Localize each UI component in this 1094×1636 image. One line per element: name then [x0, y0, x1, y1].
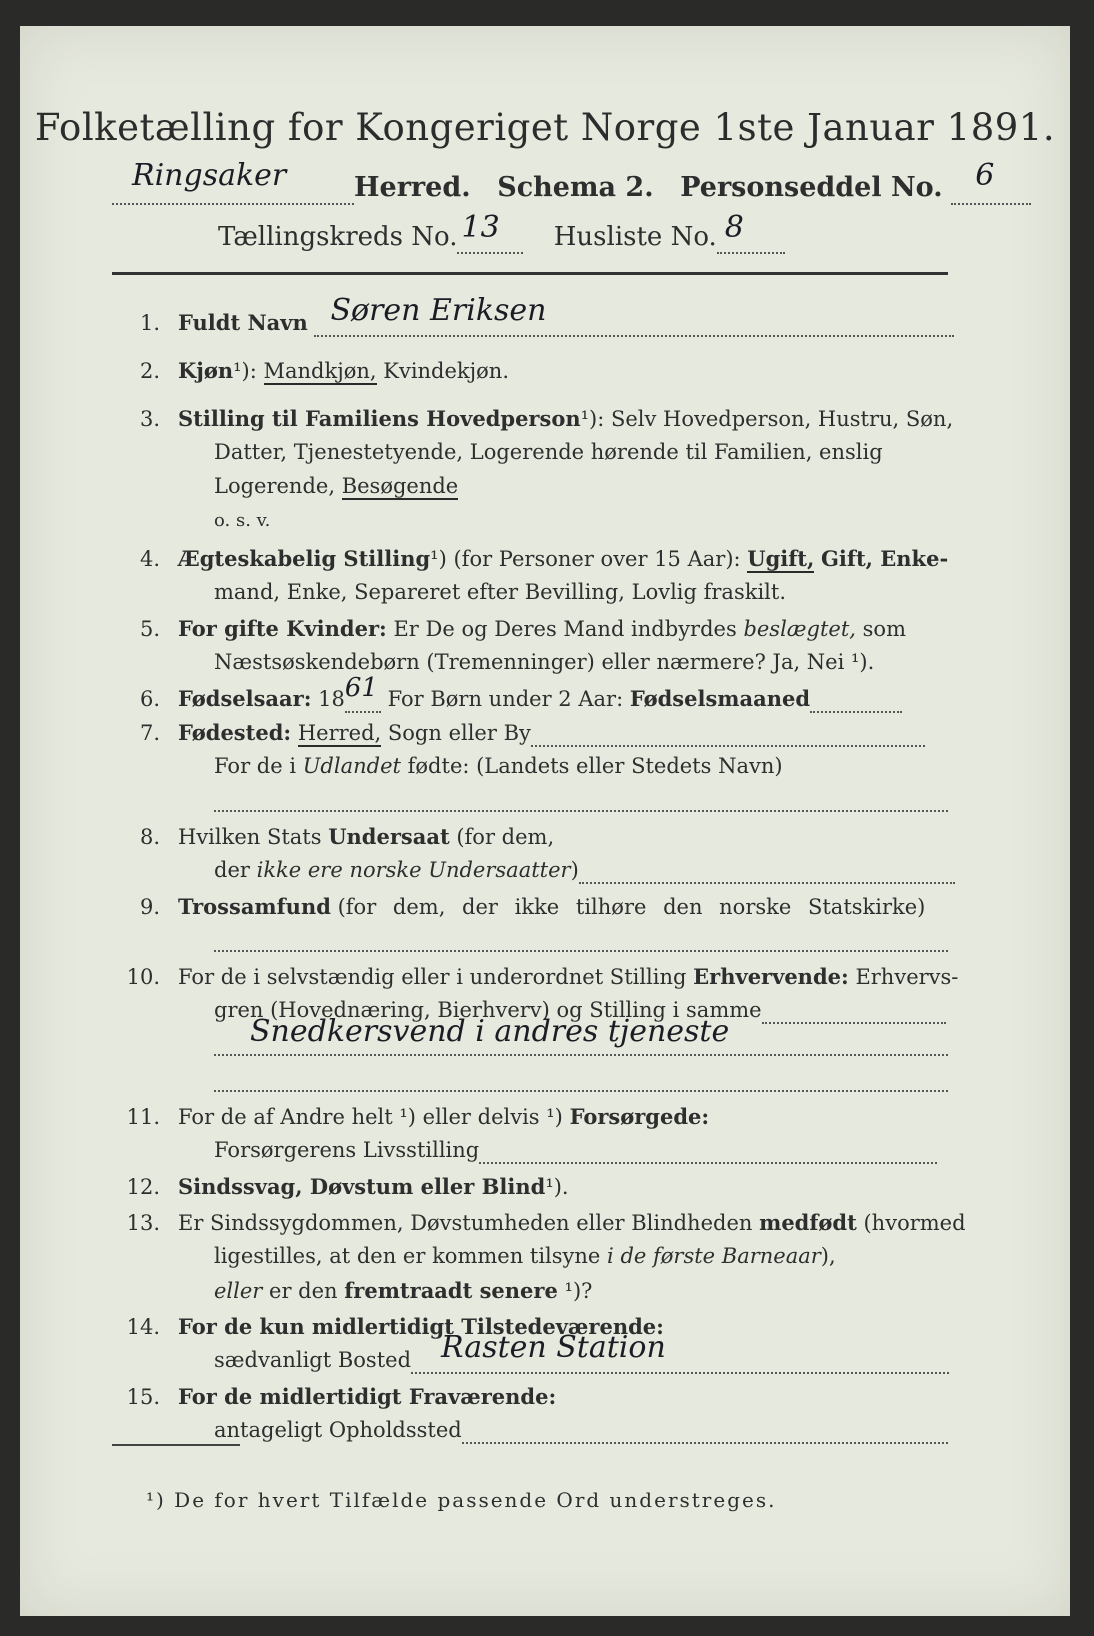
item-11-line-2: Forsørgerens Livsstilling: [214, 1138, 937, 1164]
q2-label: Kjøn: [178, 358, 234, 383]
item-9-blank-line: [214, 926, 948, 952]
q1-label: Fuldt Navn: [178, 310, 308, 335]
q14-label: For de kun midlertidigt Tilstedeværende:: [178, 1314, 664, 1339]
q7-option-herred: Herred,: [297, 721, 382, 745]
q7-label: Fødested:: [178, 720, 292, 745]
item-5-line-2: Næstsøskendebørn (Tremenninger) eller nærmere? Ja, Nei ¹).: [214, 650, 875, 674]
item-4: 4. Ægteskabelig Stilling¹) (for Personer over 15 Aar): Ugift, Gift, Enke-: [139, 546, 949, 571]
q6-label: Fødselsaar:: [178, 686, 312, 711]
husliste-number: 8: [724, 210, 744, 245]
q15-label: For de midlertidigt Fraværende:: [178, 1384, 557, 1409]
item-4-line-2: mand, Enke, Separeret efter Bevilling, Lovlig fraskilt.: [214, 580, 787, 604]
q2-option-kvindekjon: Kvindekjøn.: [383, 359, 510, 383]
footnote: ¹) De for hvert Tilfælde passende Ord understreges.: [146, 1488, 777, 1512]
q4-option-ugift: Ugift,: [747, 546, 815, 571]
q5-label: For gifte Kvinder:: [178, 616, 387, 641]
item-14: 14. For de kun midlertidigt Tilstedeværende:: [126, 1314, 664, 1339]
item-8: 8. Hvilken Stats Undersaat (for dem,: [139, 824, 555, 849]
item-10-line-2: gren (Hovednæring, Bierhverv) og Stilling i samme: [214, 998, 946, 1024]
item-15: 15. For de midlertidigt Fraværende:: [126, 1384, 557, 1409]
item-7-line-2: For de i Udlandet fødte: (Landets eller Stedets Navn): [214, 754, 783, 778]
item-12: 12. Sindssvag, Døvstum eller Blind¹).: [126, 1174, 569, 1199]
q1-answer-name: Søren Eriksen: [330, 293, 547, 328]
header-rule: [112, 272, 948, 275]
herred-name: Ringsaker: [132, 158, 287, 193]
item-13: 13. Er Sindssygdommen, Døvstumheden eller Blindheden medfødt (hvormed: [126, 1210, 966, 1235]
kreds-label: Tællingskreds No.: [218, 222, 458, 252]
item-11: 11. For de af Andre helt ¹) eller delvis ¹) Forsørgede:: [126, 1104, 710, 1129]
q2-option-mandkjon: Mandkjøn,: [263, 359, 377, 383]
item-7-blank-line: [214, 786, 948, 812]
q3-option-besogende: Besøgende: [341, 474, 459, 498]
item-15-line-2: antageligt Opholdssted: [214, 1418, 948, 1444]
item-10-answer-line: [214, 1014, 948, 1056]
q8-label: Undersaat: [328, 824, 450, 849]
item-13-line-3: eller er den fremtraadt senere ¹)?: [214, 1278, 593, 1303]
kreds-number: 13: [461, 210, 500, 245]
item-13-line-2: ligestilles, at den er kommen tilsyne i de første Barneaar),: [214, 1244, 836, 1268]
kreds-line: [218, 210, 785, 254]
item-2: 2. Kjøn¹): Mandkjøn, Kvindekjøn.: [139, 358, 510, 383]
q11-label: Forsørgede:: [569, 1104, 710, 1129]
q3-label: Stilling til Familiens Hovedperson: [178, 406, 581, 431]
q9-label: Trossamfund: [178, 894, 331, 919]
schema-label: Schema 2.: [497, 172, 654, 203]
q6-birth-year: 61: [344, 673, 378, 703]
q12-label: Sindssvag, Døvstum eller Blind: [178, 1174, 546, 1199]
census-form-sheet: [20, 26, 1070, 1616]
personseddel-number: 6: [975, 158, 995, 193]
item-8-line-2: der ikke ere norske Undersaatter): [214, 858, 955, 884]
form-title: Folketælling for Kongeriget Norge 1ste Januar 1891.: [34, 106, 1056, 149]
q13-label: medfødt: [759, 1210, 857, 1235]
item-3-line-4: o. s. v.: [214, 510, 271, 531]
item-9: 9. Trossamfund (for dem, der ikke tilhøre den norske Statskirke): [139, 894, 926, 919]
item-14-line-2: sædvanligt Bosted Rasten Station: [214, 1348, 949, 1374]
q4-label: Ægteskabelig Stilling: [178, 546, 431, 571]
item-3: 3. Stilling til Familiens Hovedperson¹): Selv Hovedperson, Hustru, Søn,: [139, 406, 954, 431]
item-1: 1. Fuldt Navn Søren Eriksen: [112, 310, 954, 337]
q14-answer-bosted: Rasten Station: [441, 1330, 666, 1365]
herred-label: Herred.: [354, 172, 471, 203]
item-6: 6. Fødselsaar: 18 61 For Børn under 2 Aar: Fødselsmaaned: [112, 686, 902, 713]
footnote-rule: [112, 1444, 240, 1446]
q10-answer-occupation: Snedkersvend i andres tjeneste: [250, 1014, 730, 1049]
item-7: 7. Fødested: Herred, Sogn eller By: [112, 720, 925, 747]
q10-label: Erhvervende:: [693, 964, 849, 989]
item-10: 10. For de i selvstændig eller i underordnet Stilling Erhvervende: Erhvervs-: [126, 964, 959, 989]
husliste-label: Husliste No.: [553, 222, 717, 252]
herred-line: [112, 158, 1031, 205]
item-3-line-2: Datter, Tjenestetyende, Logerende hørende til Familien, enslig: [214, 440, 883, 464]
item-3-line-3: Logerende, Besøgende: [214, 474, 459, 498]
personseddel-label: Personseddel No.: [680, 172, 943, 203]
item-5: 5. For gifte Kvinder: Er De og Deres Mand indbyrdes beslægtet, som: [139, 616, 906, 641]
item-10-blank-line: [214, 1066, 948, 1092]
